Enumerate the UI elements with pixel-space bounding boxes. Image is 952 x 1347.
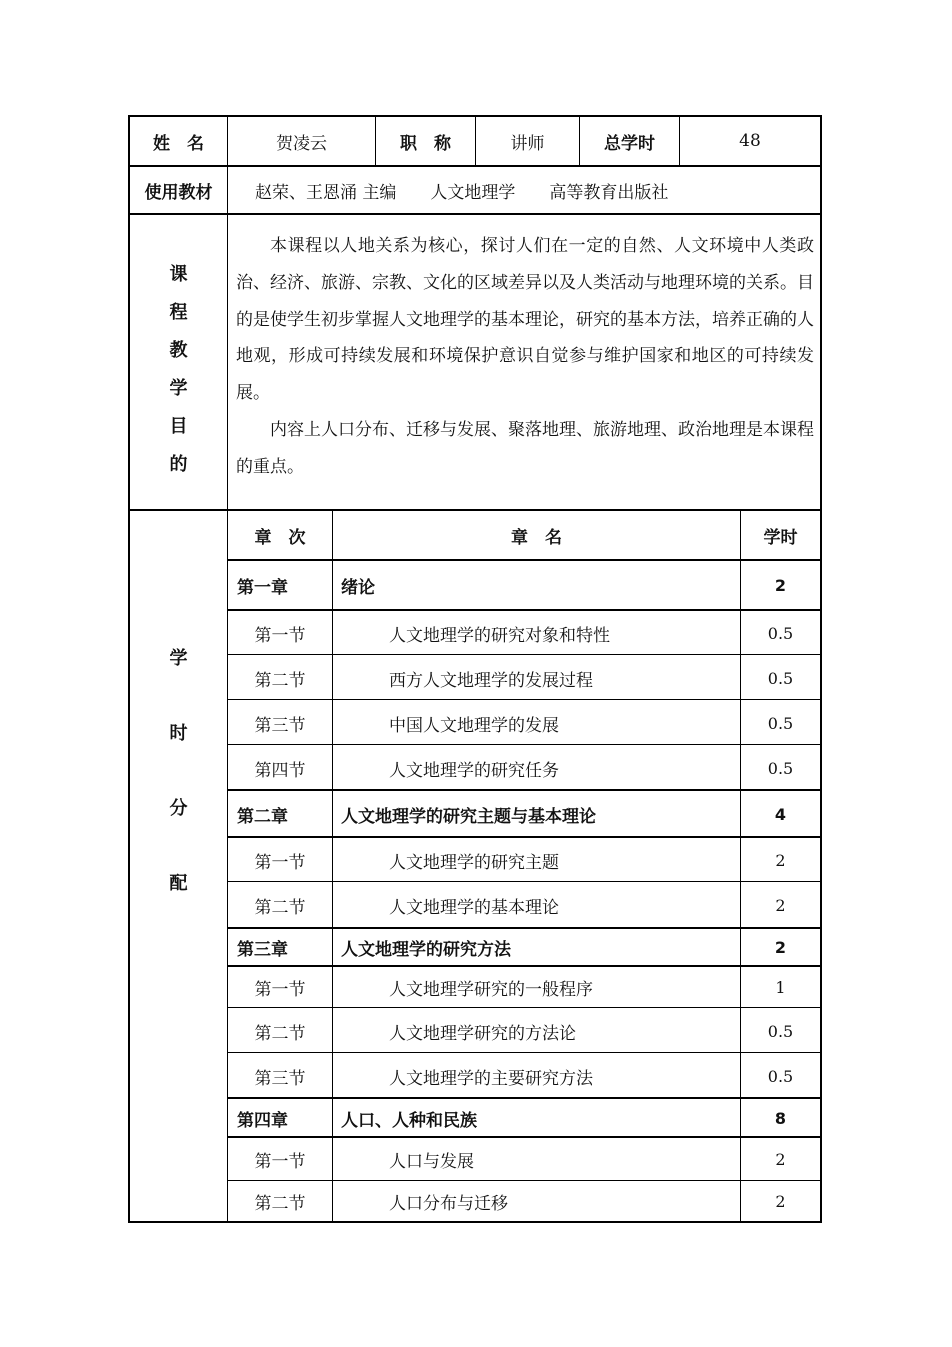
row-divider	[227, 744, 822, 745]
section-number: 第三节	[254, 1068, 306, 1089]
section-hours: 2	[775, 896, 786, 915]
section-title: 人文地理学研究的一般程序	[389, 980, 593, 1000]
section-hours: 2	[775, 850, 786, 870]
chapter-number: 第四章	[237, 1110, 288, 1131]
purpose-label: 课 程 教 学 目 的	[169, 264, 188, 475]
name-value: 贺凌云	[276, 133, 327, 154]
chapter-title: 人文地理学的研究主题与基本理论	[341, 806, 596, 827]
total-hours-value: 48	[739, 131, 761, 151]
section-number: 第一节	[254, 852, 306, 873]
section-title: 人文地理学的主要研究方法	[389, 1068, 593, 1089]
section-title: 西方人文地理学的发展过程	[389, 670, 593, 691]
purpose-paragraph: 内容上人口分布、迁移与发展、聚落地理、旅游地理、政治地理是本课程的重点。	[236, 419, 814, 477]
section-title: 人文地理学的研究任务	[389, 760, 559, 781]
row-divider	[227, 654, 822, 655]
section-number: 第一节	[254, 980, 306, 1000]
chapter-number: 第二章	[237, 806, 288, 827]
section-title: 人文地理学的研究主题	[389, 852, 559, 873]
title-value: 讲师	[510, 133, 545, 154]
chapter-number: 第一章	[237, 578, 288, 598]
section-hours: 0.5	[767, 668, 794, 688]
name-label: 姓 名	[153, 133, 204, 154]
section-hours: 2	[775, 1192, 786, 1211]
column-header-chapter-number: 章 次	[254, 527, 306, 548]
row-divider	[227, 699, 822, 700]
purpose-paragraph: 本课程以人地关系为核心，探讨人们在一定的自然、人文环境中人类政治、经济、旅游、宗教、文化的区域差异以及人类活动与地理环境的关系。目的是使学生初步掌握人文地理学的基本理论，研究的基本方法，培养正确的人地观，形成可持续发展和环境保护意识自觉参与维护国家和地区的可持续发展。	[236, 236, 814, 404]
chapter-title: 人口、人种和民族	[341, 1110, 477, 1131]
section-hours: 0.5	[767, 623, 794, 643]
column-header-hours: 学时	[763, 527, 798, 548]
chapter-title: 绪论	[341, 578, 375, 598]
section-title: 人文地理学研究的方法论	[389, 1023, 576, 1044]
chapter-title: 人文地理学的研究方法	[341, 940, 511, 960]
textbook-label: 使用教材	[144, 183, 213, 203]
row-divider	[227, 1007, 822, 1008]
textbook-value: 赵荣、王恩涌 主编 人文地理学 高等教育出版社	[255, 183, 669, 203]
row-divider	[227, 881, 822, 882]
section-number: 第二节	[254, 1023, 306, 1044]
section-number: 第二节	[254, 670, 306, 691]
section-title: 人文地理学的基本理论	[389, 898, 559, 918]
section-hours: 0.5	[767, 1066, 794, 1086]
section-hours: 0.5	[767, 1021, 794, 1041]
section-title: 中国人文地理学的发展	[389, 715, 559, 736]
section-number: 第一节	[254, 625, 306, 646]
purpose-text	[236, 228, 814, 486]
section-number: 第二节	[254, 898, 306, 918]
chapter-hours: 8	[774, 1108, 787, 1128]
chapter-hours: 2	[774, 938, 787, 957]
total-hours-label: 总学时	[604, 133, 655, 154]
section-hours: 2	[775, 1150, 786, 1169]
row-divider	[227, 1180, 822, 1181]
allocation-label: 学 时 分 配	[169, 648, 188, 894]
section-hours: 0.5	[767, 713, 794, 733]
title-label: 职 称	[400, 133, 451, 154]
section-number: 第二节	[254, 1194, 306, 1214]
section-title: 人口与发展	[389, 1152, 474, 1172]
chapter-number: 第三章	[237, 940, 288, 960]
section-title: 人文地理学的研究对象和特性	[389, 625, 610, 646]
chapter-hours: 2	[774, 576, 787, 595]
section-number: 第四节	[254, 760, 306, 781]
row-divider	[227, 1052, 822, 1053]
chapter-hours: 4	[774, 804, 787, 824]
section-hours: 1	[775, 978, 786, 997]
section-number: 第一节	[254, 1152, 306, 1172]
section-number: 第三节	[254, 715, 306, 736]
column-header-chapter-name: 章 名	[511, 527, 562, 548]
section-hours: 0.5	[767, 758, 794, 778]
section-title: 人口分布与迁移	[389, 1194, 508, 1214]
